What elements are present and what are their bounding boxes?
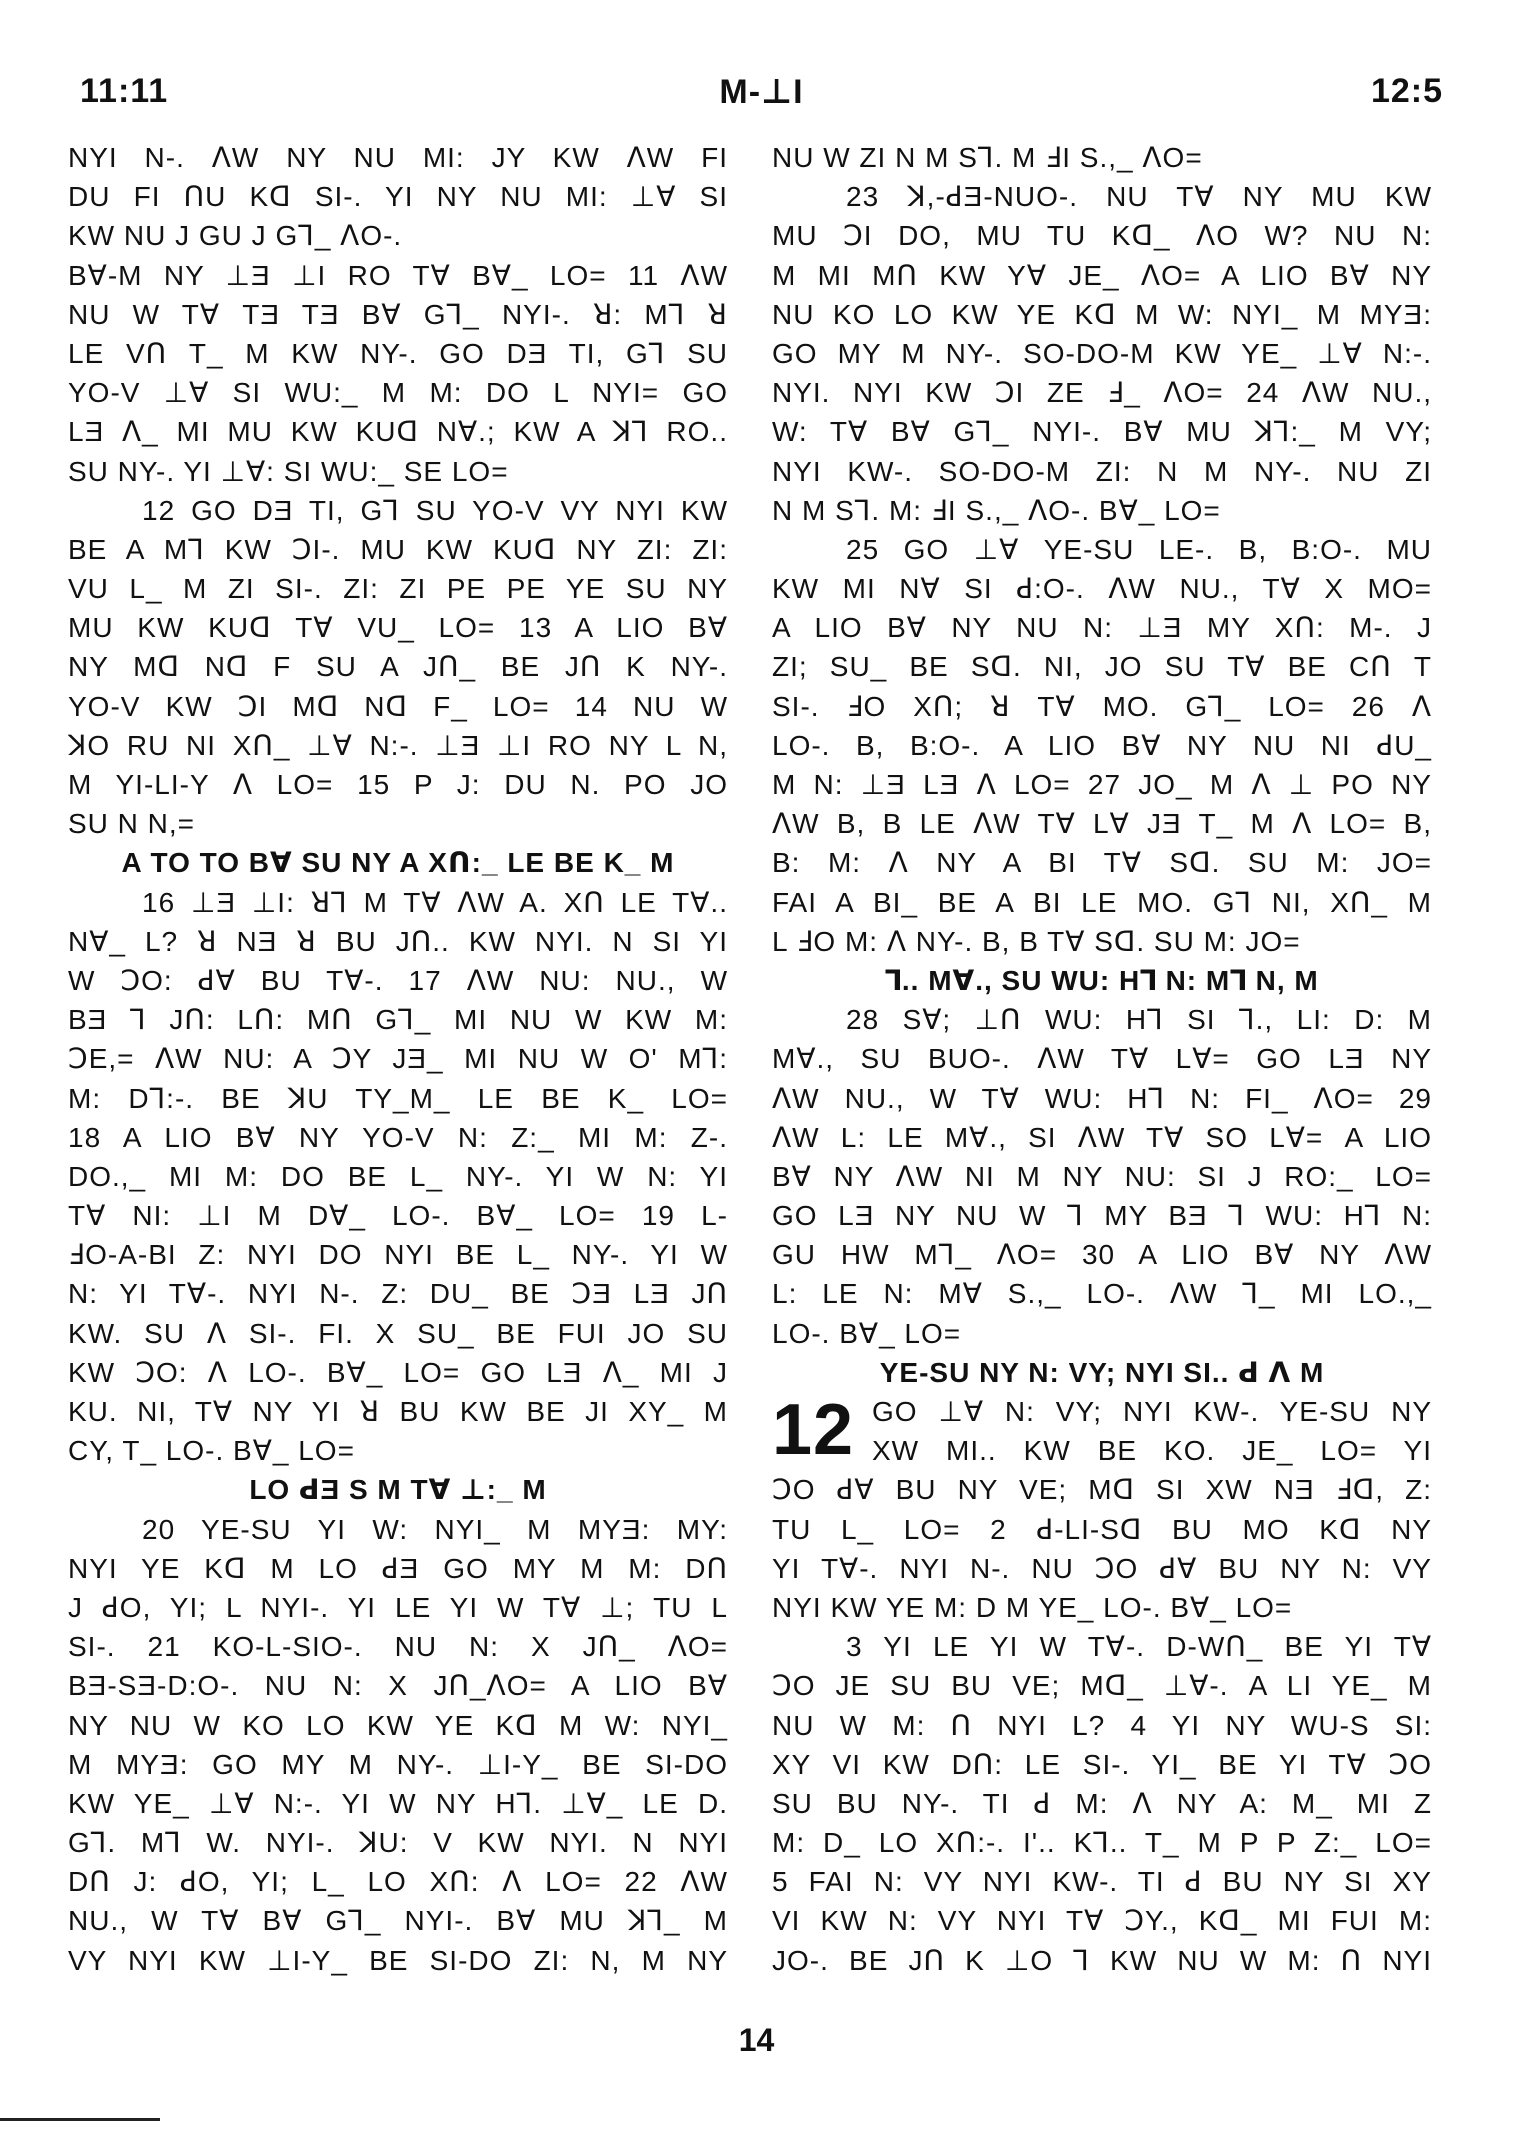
text-line: DU FI ꓵU Kꓷ SI-. YI NY NU MI: ⊥ꓯ SI — [68, 181, 728, 213]
text-line: GO LƎ NY NU W ⅂ MY BƎ ⅂ WU: H⅂ N: — [772, 1200, 1432, 1232]
text-line: SU N N,= — [68, 808, 196, 840]
header-verse-end: 12:5 — [1370, 72, 1443, 110]
text-line: KW. SU ꓥ SI-. FI. X SU_ BE FUI JO SU — [68, 1317, 728, 1349]
text-line: LO-. B, B:O-. A LIO Bꓯ NY NU NI ꓒU_ — [772, 729, 1432, 761]
text-line: NYI KW YE M: D M YE_ LO-. Bꓯ_ LO= — [772, 1591, 1293, 1623]
text-line: BƎ-SƎ-D:O-. NU N: X Jꓵ_ꓥO= A LIO Bꓯ — [68, 1670, 728, 1702]
text-line: VY NYI KW ⊥I-Y_ BE SI-DO ZI: N, M NY — [68, 1944, 728, 1976]
text-line: NYI YE Kꓷ M LO ꓒƎ GO MY M M: Dꓵ — [68, 1552, 728, 1584]
text-line: ꓛO JE SU BU VE; Mꓷ_ ⊥ꓯ-. A LI YE_ M — [772, 1670, 1432, 1702]
text-line: JO-. BE Jꓵ K ⊥O ⅂ KW NU W M: ꓵ NYI — [772, 1944, 1432, 1976]
text-line: L ꓞO M: ꓥ NY-. B, B Tꓯ Sꓷ. SU M: JO= — [772, 925, 1301, 957]
text-line: NYI KW-. SO-DO-M ZI: N M NY-. NU ZI — [772, 455, 1432, 487]
text-line: LE Vꓵ T_ M KW NY-. GO DƎ TI, G⅂ SU — [68, 337, 728, 369]
text-line: XW MI.. KW BE KO. JE_ LO= YI — [872, 1435, 1432, 1467]
section-heading: LO ꓒƎ S M Tꓯ ⊥:_ M — [249, 1474, 547, 1506]
text-line: KU. NI, Tꓯ NY YI ꓤ BU KW BE JI XY_ M — [68, 1396, 728, 1427]
text-line: GO ⊥ꓯ N: VY; NYI KW-. YE-SU NY — [872, 1396, 1432, 1427]
text-line: G⅂. M⅂ W. NYI-. ꓘU: V KW NYI. N NYI — [68, 1827, 728, 1859]
text-line: SU BU NY-. TI ꓒ M: ꓥ NY A: M_ MI Z — [772, 1787, 1432, 1819]
text-line: YO-V KW ꓛI Mꓷ Nꓷ F_ LO= 14 NU W — [68, 690, 728, 722]
text-line: XY VI KW Dꓵ: LE SI-. YI_ BE YI Tꓯ ꓛO — [772, 1748, 1432, 1780]
text-line: VU L_ M ZI SI-. ZI: ZI PE PE YE SU NY — [68, 573, 728, 605]
text-line: 20 YE-SU YI W: NYI_ M MYƎ: MY: — [142, 1513, 728, 1545]
text-line: NY Mꓷ Nꓷ F SU A Jꓵ_ BE Jꓵ K NY-. — [68, 651, 728, 683]
text-line: M: D_ LO Xꓵ:-. I'.. K⅂.. T_ M P P Z:_ LO= — [772, 1827, 1432, 1859]
text-line: ZI; SU_ BE Sꓷ. NI, JO SU Tꓯ BE Cꓵ T — [772, 651, 1432, 683]
text-line: CY, T_ LO-. Bꓯ_ LO= — [68, 1435, 355, 1467]
text-line: 5 FAI N: VY NYI KW-. TI ꓒ BU NY SI XY — [772, 1866, 1432, 1898]
text-line: M: D⅂:-. BE ꓘU TY_M_ LE BE K_ LO= — [68, 1082, 728, 1114]
page-header — [80, 72, 1443, 118]
text-line: BƎ ⅂ Jꓵ: Lꓵ: Mꓵ G⅂_ MI NU W KW M: — [68, 1004, 728, 1036]
text-line: FAI A BI_ BE A BI LE MO. G⅂ NI, Xꓵ_ M — [772, 886, 1432, 918]
text-line: 18 A LIO Bꓯ NY YO-V N: Z:_ MI M: Z-. — [68, 1121, 728, 1153]
text-line: ꓥW L: LE Mꓯ., SI ꓥW Tꓯ SO Lꓯ= A LIO — [772, 1121, 1432, 1153]
text-line: 3 YI LE YI W Tꓯ-. D-Wꓵ_ BE YI Tꓯ — [846, 1631, 1432, 1663]
text-line: A LIO Bꓯ NY NU N: ⊥Ǝ MY Xꓵ: M-. J — [772, 612, 1432, 644]
text-line: ꓞO-A-BI Z: NYI DO NYI BE L_ NY-. YI W — [68, 1239, 728, 1271]
text-line: MU KW KUꓷ Tꓯ VU_ LO= 13 A LIO Bꓯ — [68, 612, 728, 644]
chapter-number-dropcap: 12 — [772, 1390, 855, 1471]
text-line: ꓛO ꓒꓯ BU NY VE; Mꓷ SI XW NƎ ꓞꓷ, Z: — [772, 1474, 1432, 1506]
page-number: 14 — [738, 2022, 775, 2058]
text-line: J ꓒO, YI; L NYI-. YI LE YI W Tꓯ ⊥; TU L — [68, 1591, 728, 1623]
text-line: KW ꓛO: ꓥ LO-. Bꓯ_ LO= GO LƎ ꓥ_ MI J — [68, 1356, 728, 1388]
text-line: DO.,_ MI M: DO BE L_ NY-. YI W N: YI — [68, 1160, 728, 1192]
text-line: Dꓵ J: ꓒO, YI; L_ LO Xꓵ: ꓥ LO= 22 ꓥW — [68, 1866, 728, 1898]
text-line: YO-V ⊥ꓯ SI WU:_ M M: DO L NYI= GO — [68, 377, 728, 409]
text-line: KW YE_ ⊥ꓯ N:-. YI W NY H⅂. ⊥ꓯ_ LE D. — [68, 1787, 728, 1819]
text-line: TU L_ LO= 2 ꓒ-LI-Sꓷ BU MO Kꓷ NY — [772, 1513, 1432, 1545]
text-line: NU W ZI N M S⅂. M ꓞI S.,_ ꓥO= — [772, 142, 1203, 173]
text-line: KW NU J GU J G⅂_ ꓥO-. — [68, 220, 403, 252]
left-text-column — [68, 138, 728, 1980]
text-line: LƎ ꓥ_ MI MU KW KUꓷ Nꓯ.; KW A ꓘ⅂ RO.. — [68, 416, 728, 448]
right-text-column — [772, 138, 1432, 1980]
header-book-title: M-⊥I — [719, 73, 804, 111]
text-line: 16 ⊥Ǝ ⊥I: ꓤ⅂ M Tꓯ ꓥW A. Xꓵ LE Tꓯ.. — [142, 886, 728, 918]
text-line: SI-. 21 KO-L-SIO-. NU N: X Jꓵ_ ꓥO= — [68, 1631, 728, 1663]
text-line: NU W M: ꓵ NYI L? 4 YI NY WU-S SI: — [772, 1709, 1432, 1741]
text-line: ꓥW NU., W Tꓯ WU: H⅂ N: FI_ ꓥO= 29 — [772, 1082, 1432, 1114]
text-line: 25 GO ⊥ꓯ YE-SU LE-. B, B:O-. MU — [846, 533, 1432, 565]
text-line: W: Tꓯ Bꓯ G⅂_ NYI-. Bꓯ MU ꓘ⅂:_ M VY; — [772, 416, 1432, 448]
text-line: Nꓯ_ L? ꓤ NƎ ꓤ BU Jꓵ.. KW NYI. N SI YI — [68, 925, 728, 957]
text-line: 12 GO DƎ TI, G⅂ SU YO-V VY NYI KW — [142, 494, 728, 526]
text-line: Tꓯ NI: ⊥I M Dꓯ_ LO-. Bꓯ_ LO= 19 L- — [68, 1200, 728, 1232]
text-line: Bꓯ NY ꓥW NI M NY NU: SI J RO:_ LO= — [772, 1160, 1432, 1192]
text-line: ꓘO RU NI Xꓵ_ ⊥ꓯ N:-. ⊥Ǝ ⊥I RO NY L N, — [68, 729, 728, 761]
text-line: Mꓯ., SU BUO-. ꓥW Tꓯ Lꓯ= GO LƎ NY — [772, 1043, 1432, 1075]
text-line: SI-. ꓞO Xꓵ; ꓤ Tꓯ MO. G⅂_ LO= 26 ꓥ — [772, 690, 1432, 722]
text-line: NYI. NYI KW ꓛI ZE ꓞ_ ꓥO= 24 ꓥW NU., — [772, 377, 1432, 409]
text-line: GO MY M NY-. SO-DO-M KW YE_ ⊥ꓯ N:-. — [772, 337, 1432, 369]
text-line: GU HW M⅂_ ꓥO= 30 A LIO Bꓯ NY ꓥW — [772, 1239, 1432, 1271]
text-line: L: LE N: Mꓯ S.,_ LO-. ꓥW ⅂_ MI LO.,_ — [772, 1278, 1432, 1310]
text-line: B: M: ꓥ NY A BI Tꓯ Sꓷ. SU M: JO= — [772, 847, 1432, 879]
text-line: NYI N-. ꓥW NY NU MI: JY KW ꓥW FI — [68, 142, 728, 173]
text-line: N M S⅂. M: ꓞI S.,_ ꓥO-. Bꓯ_ LO= — [772, 494, 1221, 526]
text-line: NU W Tꓯ TƎ TƎ Bꓯ G⅂_ NYI-. ꓤ: M⅂ ꓤ — [68, 298, 728, 330]
text-line: M MYƎ: GO MY M NY-. ⊥I-Y_ BE SI-DO — [68, 1748, 728, 1780]
section-heading: A TO TO Bꓯ SU NY A Xꓵ:_ LE BE K_ M — [121, 847, 675, 879]
text-line: ꓥW B, B LE ꓥW Tꓯ Lꓯ JƎ T_ M ꓥ LO= B, — [772, 808, 1432, 840]
header-verse-start: 11:11 — [80, 72, 169, 110]
text-line: SU NY-. YI ⊥ꓯ: SI WU:_ SE LO= — [68, 455, 509, 487]
text-line: M MI Mꓵ KW Yꓯ JE_ ꓥO= A LIO Bꓯ NY — [772, 259, 1432, 291]
text-line: ꓛE,= ꓥW NU: A ꓛY JƎ_ MI NU W O' M⅂: — [68, 1043, 728, 1075]
text-line: NU., W Tꓯ Bꓯ G⅂_ NYI-. Bꓯ MU ꓘ⅂_ M — [68, 1905, 728, 1937]
text-line: M YI-LI-Y ꓥ LO= 15 P J: DU N. PO JO — [68, 769, 728, 800]
text-line: 28 Sꓯ; ⊥ꓵ WU: H⅂ SI ⅂., LI: D: M — [846, 1004, 1432, 1036]
text-line: N: YI Tꓯ-. NYI N-. Z: DU_ BE ꓛƎ LƎ Jꓵ — [68, 1278, 728, 1310]
text-line: 23 ꓘ,-ꓒƎ-NUO-. NU Tꓯ NY MU KW — [846, 181, 1432, 213]
text-line: BE A M⅂ KW ꓛI-. MU KW KUꓷ NY ZI: ZI: — [68, 533, 728, 565]
text-line: W ꓛO: ꓒꓯ BU Tꓯ-. 17 ꓥW NU: NU., W — [68, 964, 728, 996]
section-heading: YE-SU NY N: VY; NYI SI.. ꓒ ꓥ M — [879, 1356, 1325, 1388]
bottom-margin-rule — [0, 2118, 160, 2121]
text-line: NY NU W KO LO KW YE Kꓷ M W: NYI_ — [68, 1709, 728, 1741]
text-line: KW MI Nꓯ SI ꓒ:O-. ꓥW NU., Tꓯ X MO= — [772, 573, 1432, 605]
text-line: NU KO LO KW YE Kꓷ M W: NYI_ M MYƎ: — [772, 298, 1432, 330]
text-line: LO-. Bꓯ_ LO= — [772, 1317, 962, 1349]
text-line: VI KW N: VY NYI Tꓯ ꓛY., Kꓷ_ MI FUI M: — [772, 1905, 1432, 1937]
text-line: Bꓯ-M NY ⊥Ǝ ⊥I RO Tꓯ Bꓯ_ LO= 11 ꓥW — [68, 259, 728, 291]
section-heading: ⅂.. Mꓯ., SU WU: H⅂ N: M⅂ N, M — [885, 964, 1319, 996]
text-line: M N: ⊥Ǝ LƎ ꓥ LO= 27 JO_ M ꓥ ⊥ PO NY — [772, 769, 1432, 800]
text-line: YI Tꓯ-. NYI N-. NU ꓛO ꓒꓯ BU NY N: VY — [772, 1552, 1432, 1584]
text-line: MU ꓛI DO, MU TU Kꓷ_ ꓥO W? NU N: — [772, 220, 1432, 252]
